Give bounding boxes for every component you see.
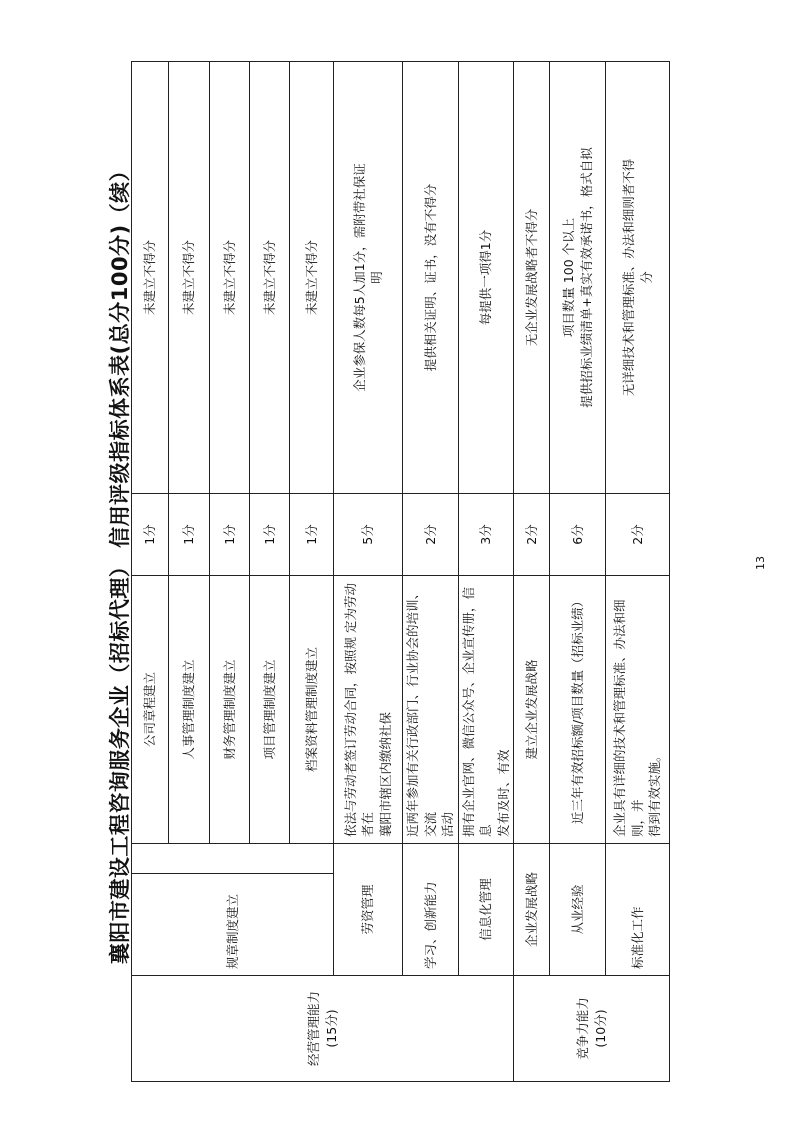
rule-line: 无详细技术和管理标准、办法和细则者不得	[621, 158, 636, 397]
rule-cell: 提供相关证明、证书，没有不得分	[403, 62, 459, 494]
content-line: 得到有效实施。	[647, 749, 663, 837]
section-points: (15分)	[323, 1009, 339, 1048]
rule-cell	[334, 62, 403, 494]
content-line: 企业具有详细的技术和管理标准、办法和细则，并	[612, 599, 645, 837]
subitem-cell: 从业经验	[550, 844, 606, 976]
section-management-cell	[132, 976, 514, 1082]
rule-line: 分	[638, 271, 654, 284]
rule-cell: 未建立不得分	[132, 62, 169, 494]
rule-cell: 未建立不得分	[290, 62, 334, 494]
table-row	[606, 62, 670, 1082]
rule-line: 企业参保人数每5人加1分，需附带社保证	[351, 163, 367, 392]
subitem-cell: 企业发展战略	[514, 844, 550, 976]
content-cell: 档案资料管理制度建立	[290, 576, 334, 844]
rule-line: 项目数量 100 个以上	[561, 217, 576, 338]
score-cell: 1分	[290, 494, 334, 576]
section-label: 竞争力能力	[575, 997, 590, 1060]
rule-cell: 未建立不得分	[210, 62, 250, 494]
section-points: (10分)	[592, 1009, 608, 1048]
content-cell: 建立企业发展战略	[514, 576, 550, 844]
content-cell	[458, 576, 514, 844]
content-line: 发布及时、有效	[495, 749, 511, 837]
rule-line: 明	[369, 271, 384, 284]
score-cell: 1分	[132, 494, 169, 576]
page-title: 襄阳市建设工程咨询服务企业（招标代理） 信用评级指标体系表(总分100分)（续）	[108, 159, 132, 965]
section-label: 经营管理能力	[306, 991, 321, 1067]
table-row	[132, 62, 169, 1082]
table-row	[334, 62, 403, 1082]
score-cell: 6分	[550, 494, 606, 576]
score-cell: 2分	[403, 494, 459, 576]
content-cell	[606, 576, 670, 844]
content-cell: 近三年有效招标额/项目数量（招标业绩）	[550, 576, 606, 844]
subitem-cell: 信息化管理	[458, 844, 514, 976]
score-cell: 1分	[250, 494, 290, 576]
content-line: 拥有企业官网、微信公众号、企业宣传册，信息	[460, 586, 493, 837]
score-cell: 2分	[606, 494, 670, 576]
content-cell: 人事管理制度建立	[169, 576, 210, 844]
content-line: 依法与劳动者签订劳动合同，按照规 定为劳动者在	[342, 583, 376, 837]
subitem-cell: 标准化工作	[606, 844, 670, 976]
content-cell	[403, 576, 459, 844]
rule-cell: 无企业发展战略者不得分	[514, 62, 550, 494]
blank-cell	[132, 844, 334, 874]
score-cell: 5分	[334, 494, 403, 576]
table-row	[550, 62, 606, 1082]
score-cell: 1分	[169, 494, 210, 576]
score-cell: 3分	[458, 494, 514, 576]
content-cell: 公司章程建立	[132, 576, 169, 844]
rule-line: 提供招标业绩清单+真实有效承诺书，格式自拟	[578, 147, 594, 408]
score-cell: 2分	[514, 494, 550, 576]
table-row	[403, 62, 459, 1082]
page-number: 13	[754, 556, 767, 570]
rule-cell: 未建立不得分	[250, 62, 290, 494]
rule-cell: 未建立不得分	[169, 62, 210, 494]
rule-cell: 每提供一项得1分	[458, 62, 514, 494]
content-cell: 项目管理制度建立	[250, 576, 290, 844]
section-competition-cell	[514, 976, 670, 1082]
content-line: 活动	[440, 811, 455, 837]
content-line: 近两年参加有关行政部门、行业协会的培训、交流	[405, 586, 438, 837]
subitem-cell: 规章制度建立	[132, 874, 334, 976]
subitem-cell: 劳资管理	[334, 844, 403, 976]
rule-cell	[550, 62, 606, 494]
score-cell: 1分	[210, 494, 250, 576]
content-cell	[334, 576, 403, 844]
rule-cell	[606, 62, 670, 494]
subitem-cell: 学习、创新能力	[403, 844, 459, 976]
table-row	[458, 62, 514, 1082]
content-line: 襄阳市辖区内缴纳社保	[377, 711, 393, 837]
credit-rating-table	[131, 61, 670, 1082]
table-row	[514, 62, 550, 1082]
content-cell: 财务管理制度建立	[210, 576, 250, 844]
